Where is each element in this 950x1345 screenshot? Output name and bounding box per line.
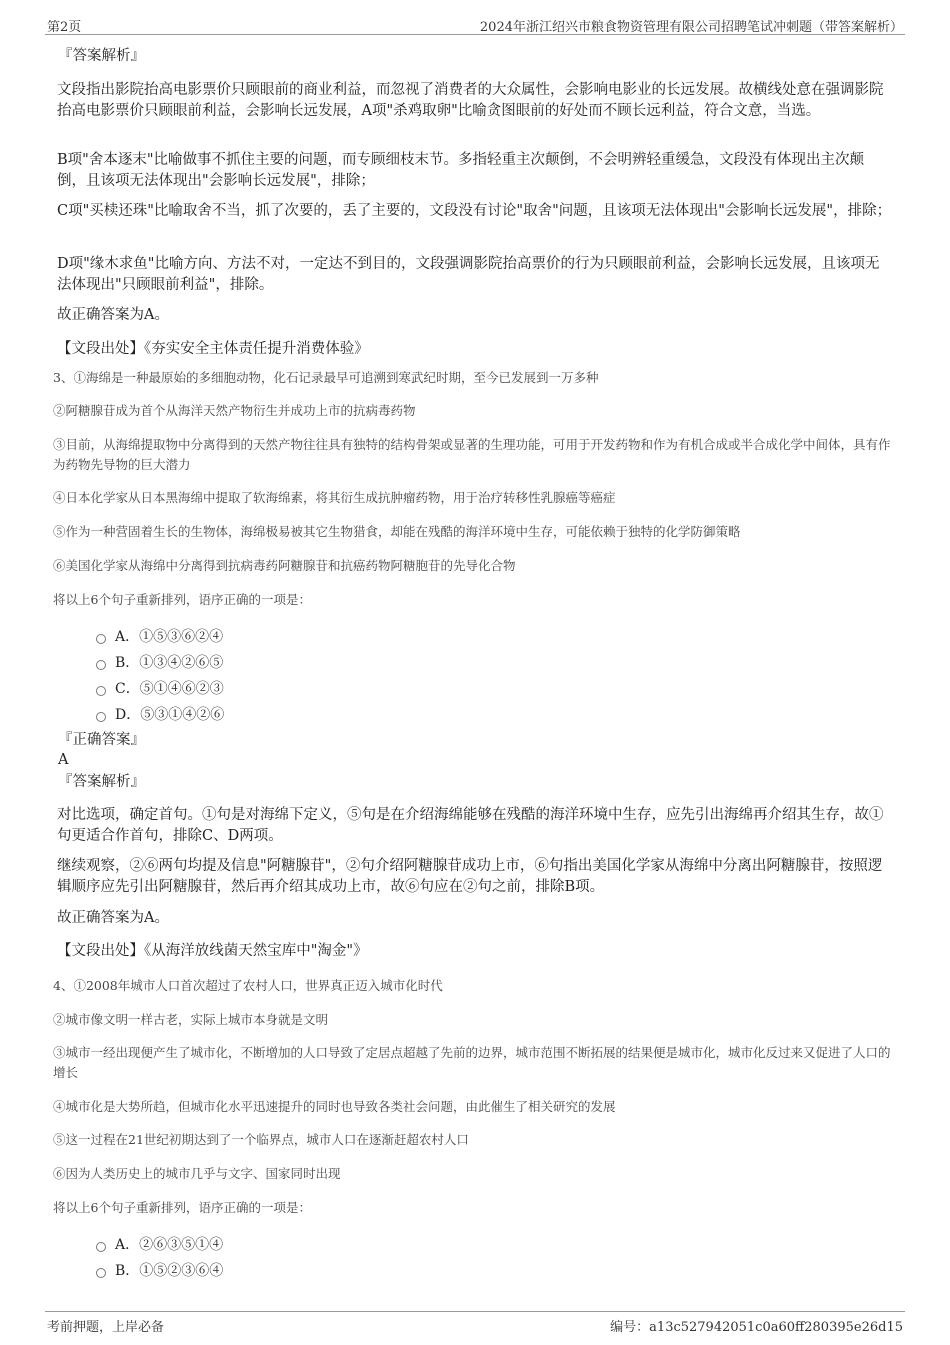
question-sentence: 4、①2008年城市人口首次超过了农村人口，世界真正迈入城市化时代 [53, 978, 443, 993]
option-label: B．①⑤②③⑥④ [115, 1263, 224, 1279]
source-citation: 【文段出处】《夯实安全主体责任提升消费体验》 [57, 341, 369, 357]
question-sentence: ③目前，从海绵提取物中分离得到的天然产物往往具有独特的结构骨架或显著的生理功能，可用于开发药物和作为有机合成或半合成化学中间体，具有作为药物先导物的巨大潜力 [53, 437, 891, 472]
analysis-paragraph: 对比选项，确定首句。①句是对海绵下定义，⑤句是在介绍海绵能够在残酷的海洋环境中生存，应先引出海绵再介绍其生存，故①句更适合作首句，排除C、D两项。 [57, 807, 884, 844]
option-a[interactable] [96, 1234, 223, 1254]
analysis-paragraph: D项"缘木求鱼"比喻方向、方法不对，一定达不到目的，文段强调影院抬高票价的行为只顾眼前利益，会影响长远发展，且该项无法体现出"只顾眼前利益"，排除。 [57, 256, 880, 293]
analysis-label: 『答案解析』 [58, 774, 145, 790]
answer-conclusion: 故正确答案为A。 [57, 910, 169, 926]
document-id: 编号：a13c527942051c0a60ff280395e26d15 [610, 1320, 903, 1335]
correct-answer-label: 『正确答案』 [58, 732, 145, 748]
question-prompt: 将以上6个句子重新排列，语序正确的一项是： [53, 1200, 311, 1215]
option-d[interactable] [96, 704, 224, 724]
answer-conclusion: 故正确答案为A。 [57, 307, 169, 323]
footer-slogan: 考前押题，上岸必备 [47, 1320, 165, 1335]
analysis-paragraph: B项"舍本逐末"比喻做事不抓住主要的问题，而专顾细枝末节。多指轻重主次颠倒，不会明辨轻重缓急，文段没有体现出主次颠倒，且该项无法体现出"会影响长远发展"，排除； [57, 152, 864, 189]
analysis-paragraph: C项"买椟还珠"比喻取舍不当，抓了次要的，丢了主要的，文段没有讨论"取舍"问题，且该项无法体现出"会影响长远发展"，排除； [57, 203, 892, 219]
question-sentence: ⑥美国化学家从海绵中分离得到抗病毒药阿糖腺苷和抗癌药物阿糖胞苷的先导化合物 [53, 558, 516, 573]
radio-icon[interactable] [96, 634, 106, 644]
option-b[interactable] [96, 1260, 223, 1280]
page-number: 第2页 [47, 20, 82, 35]
question-sentence: ⑥因为人类历史上的城市几乎与文字、国家同时出现 [53, 1166, 341, 1181]
option-c[interactable] [96, 678, 224, 698]
radio-icon[interactable] [96, 712, 106, 722]
question-sentence: 3、①海绵是一种最原始的多细胞动物，化石记录最早可追溯到寒武纪时期，至今已发展到一万多种 [53, 370, 599, 385]
option-label: A．①⑤③⑥②④ [115, 629, 224, 645]
question-sentence: ⑤这一过程在21世纪初期达到了一个临界点，城市人口在逐渐赶超农村人口 [53, 1132, 469, 1147]
radio-icon[interactable] [96, 1268, 106, 1278]
question-sentence: ②阿糖腺苷成为首个从海洋天然产物衍生并成功上市的抗病毒药物 [53, 403, 416, 418]
radio-icon[interactable] [96, 660, 106, 670]
document-title: 2024年浙江绍兴市粮食物资管理有限公司招聘笔试冲刺题（带答案解析） [479, 20, 903, 35]
analysis-paragraph: 文段指出影院抬高电影票价只顾眼前的商业利益，而忽视了消费者的大众属性，会影响电影业的长远发展。故横线处意在强调影院抬高电影票价只顾眼前利益，会影响长远发展，A项"杀鸡取卵"比喻贪图眼前的好处而不顾长远利益，符合文意，当选。 [57, 82, 884, 119]
analysis-paragraph: 继续观察，②⑥两句均提及信息"阿糖腺苷"，②句介绍阿糖腺苷成功上市，⑥句指出美国化学家从海绵中分离出阿糖腺苷，按照逻辑顺序应先引出阿糖腺苷，然后再介绍其成功上市，故⑥句应在②句之前，排除B项。 [57, 858, 883, 895]
option-a[interactable] [96, 626, 223, 646]
option-label: A．②⑥③⑤①④ [115, 1237, 224, 1253]
question-sentence: ⑤作为一种营固着生长的生物体，海绵极易被其它生物猎食，却能在残酷的海洋环境中生存，可能依赖于独特的化学防御策略 [53, 524, 741, 539]
question-sentence: ④城市化是大势所趋，但城市化水平迅速提升的同时也导致各类社会问题，由此催生了相关研究的发展 [53, 1099, 616, 1114]
radio-icon[interactable] [96, 1242, 106, 1252]
analysis-label: 『答案解析』 [58, 48, 145, 64]
correct-answer-value: A [58, 752, 69, 768]
question-sentence: ③城市一经出现便产生了城市化，不断增加的人口导致了定居点超越了先前的边界，城市范围不断拓展的结果便是城市化，城市化反过来又促进了人口的增长 [53, 1045, 891, 1080]
source-citation: 【文段出处】《从海洋放线菌天然宝库中"淘金"》 [57, 943, 368, 959]
option-label: C．⑤①④⑥②③ [115, 681, 224, 697]
question-sentence: ②城市像文明一样古老，实际上城市本身就是文明 [53, 1012, 329, 1027]
page-header [45, 14, 905, 35]
option-label: D．⑤③①④②⑥ [115, 707, 225, 723]
question-sentence: ④日本化学家从日本黑海绵中提取了软海绵素，将其衍生成抗肿瘤药物，用于治疗转移性乳腺癌等癌症 [53, 490, 616, 505]
option-b[interactable] [96, 652, 223, 672]
question-prompt: 将以上6个句子重新排列，语序正确的一项是： [53, 592, 311, 607]
page-footer [45, 1311, 905, 1335]
option-label: B．①③④②⑥⑤ [115, 655, 224, 671]
radio-icon[interactable] [96, 686, 106, 696]
